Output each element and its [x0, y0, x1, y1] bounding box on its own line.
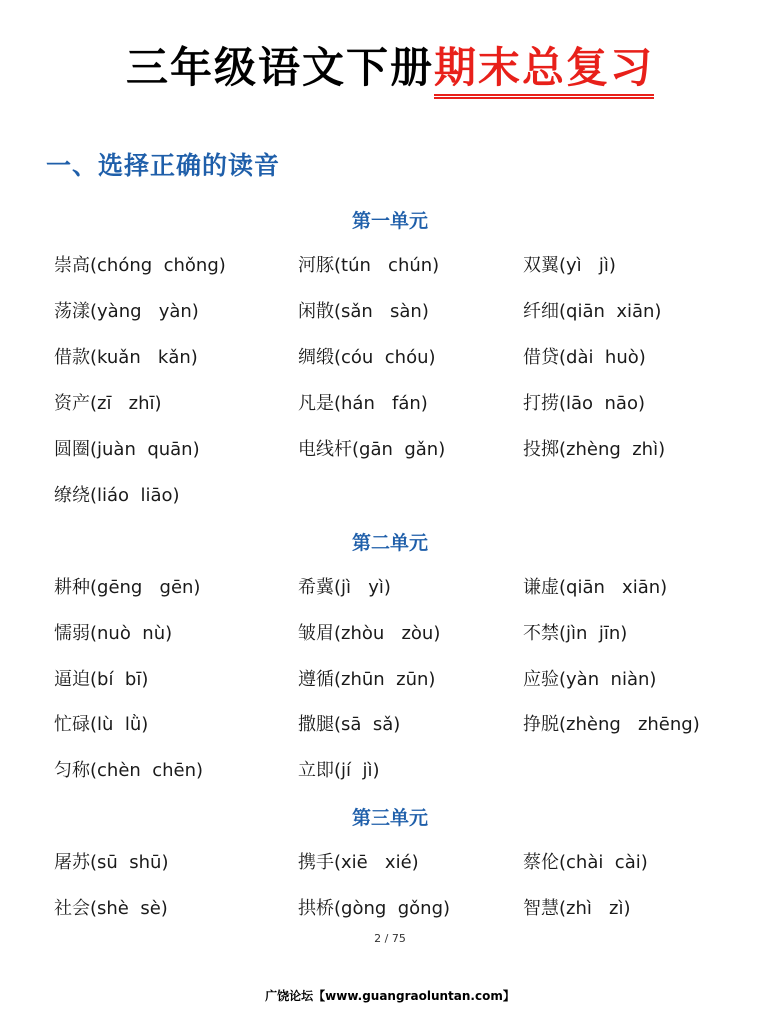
word-row [0, 756, 780, 786]
word-item: 匀称(chèn chēn) [54, 760, 204, 781]
section-heading: 一、选择正确的读音 [46, 151, 281, 180]
word-row [0, 710, 780, 740]
page-title-highlight: 期末总复习 [434, 42, 654, 99]
word-item: 屠苏(sū shū) [54, 852, 169, 873]
word-row [0, 251, 780, 281]
word-row [0, 389, 780, 419]
word-item: 河豚(tún chún) [298, 255, 440, 276]
word-item: 智慧(zhì zì) [523, 898, 631, 919]
word-item: 携手(xiē xié) [298, 852, 419, 873]
unit-title: 第二单元 [351, 532, 428, 554]
footer-source: 广饶论坛【www.guangraoluntan.com】 [265, 989, 515, 1003]
word-item: 投掷(zhèng zhì) [523, 439, 666, 460]
word-item: 崇高(chóng chǒng) [54, 255, 226, 276]
word-item: 逼迫(bí bī) [54, 669, 149, 690]
word-item: 懦弱(nuò nù) [54, 623, 173, 644]
word-item: 蔡伦(chài cài) [523, 852, 648, 873]
word-item: 圆圈(juàn quān) [54, 439, 200, 460]
word-row [0, 665, 780, 695]
word-item: 凡是(hán fán) [298, 393, 428, 414]
word-item: 拱桥(gòng gǒng) [298, 898, 451, 919]
word-row [0, 481, 780, 511]
word-item: 应验(yàn niàn) [523, 669, 657, 690]
word-item: 谦虚(qiān xiān) [523, 577, 668, 598]
word-item: 立即(jí jì) [298, 760, 380, 781]
word-row [0, 297, 780, 327]
word-item: 皱眉(zhòu zòu) [298, 623, 441, 644]
word-item: 挣脱(zhèng zhēng) [523, 714, 700, 735]
word-row [0, 848, 780, 878]
unit-title: 第三单元 [351, 807, 428, 829]
word-row [0, 343, 780, 373]
word-item: 闲散(sǎn sàn) [298, 301, 429, 322]
word-item: 借贷(dài huò) [523, 347, 646, 368]
word-item: 遵循(zhūn zūn) [298, 669, 436, 690]
word-item: 打捞(lāo nāo) [523, 393, 645, 414]
word-item: 耕种(gēng gēn) [54, 577, 201, 598]
word-item: 社会(shè sè) [54, 898, 168, 919]
word-item: 忙碌(lù lǜ) [54, 714, 149, 735]
word-item: 希冀(jì yì) [298, 577, 391, 598]
word-row [0, 619, 780, 649]
unit-title: 第一单元 [351, 210, 428, 232]
word-item: 缭绕(liáo liāo) [54, 485, 180, 506]
word-item: 资产(zī zhī) [54, 393, 162, 414]
word-item: 不禁(jìn jīn) [523, 623, 628, 644]
page-title-main: 三年级语文下册 [125, 43, 434, 92]
word-item: 双翼(yì jì) [523, 255, 616, 276]
page-number: 2 / 75 [374, 932, 406, 945]
word-item: 电线杆(gān gǎn) [298, 439, 446, 460]
word-item: 借款(kuǎn kǎn) [54, 347, 198, 368]
word-row [0, 894, 780, 924]
word-item: 绸缎(cóu chóu) [298, 347, 436, 368]
word-row [0, 435, 780, 465]
word-row [0, 573, 780, 603]
word-item: 撒腿(sā sǎ) [298, 714, 401, 735]
word-item: 纤细(qiān xiān) [523, 301, 662, 322]
word-item: 荡漾(yàng yàn) [54, 301, 199, 322]
page-title [0, 38, 780, 99]
